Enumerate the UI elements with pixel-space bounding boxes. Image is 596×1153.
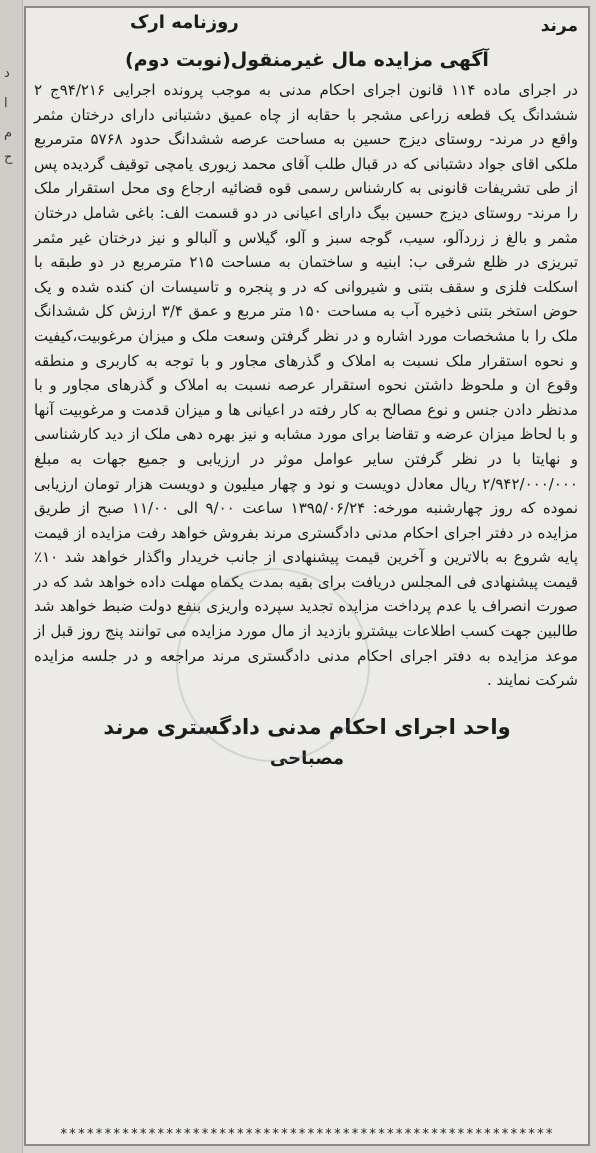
auction-notice (24, 6, 590, 1146)
strip-char: م (4, 126, 13, 141)
issuer-signature: واحد اجرای احکام مدنی دادگستری مرند (103, 714, 511, 739)
city-label: مرند (540, 16, 578, 36)
adjacent-column-strip (0, 0, 23, 1153)
body-paragraph: در اجرای ماده ۱۱۴ قانون اجرای احکام مدنی به موجب پرونده اجرایی ۹۴/۲۱۶ج ۲ ششدانگ یک قطعه زراعی مشجر با حقابه از چاه عمیق دشتبانی دارای درختان مثمر واقع در مرند- روستای دیزج حسین به مساحت عرصه ششدانگ حدود ۵۷۶۸ مترمربع ملکی اقای جواد دشتبانی که در قبال طلب آقای محمد زیوری یامچی توقیف گردیده پس از طی تشریفات قانونی به کارشناس رسمی قوه قضائیه ارجاع وی محل استقرار ملک را مرند- روستای دیزج حسین بیگ دارای اعیانی در دو قسمت الف: باغی شامل درختان مثمر و بالغ ز زردآلو، سیب، گوجه سبز و آلو، گیلاس و آلبالو و نیز درختان غیر مثمر تبریزی در ظلع شرقی ب: ابنیه و ساختمان به مساحت ۲۱۵ مترمربع در دو طبقه با اسکلت فلزی و سقف بتنی و شیروانی که در و پنجره و تاسیسات ان کنده شده و یک حوض استخر بتنی ذخیره آب به مساحت ۱۵۰ متر مربع و عمق ۳/۴ ارزش کل ششدانگ ملک را با مشخصات مورد اشاره و در نظر گرفتن وسعت ملک و میزان مرغوبیت،کیفیت و نحوه استقرار ملک نسبت به املاک و گذرهای مجاور و با توجه به کاربری و منطقه وقوع ان و ملحوظ داشتن نحوه استقرار عرصه نسبت به املاک و گذرهای مجاور و با مدنظر دادن جنس و نوع مصالح به کار رفته در اعیانی ها و میزان قدمت و مرغوبیت آنها و با لحاظ میزان عرضه و تقاضا برای مورد مشابه و نیز بهره دهی ملک از دید کارشناسی و نهایتا با در نظر گرفتن سایر عوامل موثر در ارزیابی و جمیع جهات به مبلغ ۲/۹۴۲/۰۰۰/۰۰۰ ریال معادل دویست و نود و چهار میلیون و دویست هزار تومان ارزیابی نموده که روز چهارشنبه مورخه: ۱۳۹۵/۰۶/۲۴ ساعت ۹/۰۰ الی ۱۱/۰۰ صبح از طریق مزایده در دفتر اجرای احکام مدنی دادگستری مرند بفروش خواهد رفت مزایده از قیمت پایه شروع به بالاترین و آخرین قیمت پیشنهادی از جانب خریدار واگذار خواهد شد ۱۰٪ قیمت پیشنهادی فی المجلس دریافت برای بقیه بمدت یکماه مهلت داده خواهد شد که در صورت انصراف یا عدم پرداخت مزایده تجدید سپرده واریزی بنفع دولت ضبط خواهد شد طالبین جهت کسب اطلاعات بیشترو بازدید از مال مورد مزایده می توانند پنج روز قبل از موعد مزایده به دفتر اجرای احکام مدنی دادگستری مرند مراجعه و در جلسه مزایده شرکت نمایند . (34, 81, 579, 690)
strip-char: ح (4, 150, 13, 165)
notice-header (26, 8, 588, 48)
newspaper-name: روزنامه ارک (130, 12, 239, 33)
notice-title: آگهی مزایده مال غیرمنقول(نوبت دوم) (125, 49, 489, 71)
notice-body (34, 78, 578, 693)
star-divider: ******************************************************** (59, 1127, 555, 1142)
signer-name: مصباحی (269, 747, 345, 769)
strip-char: د (4, 66, 10, 81)
strip-char: ا (4, 96, 8, 111)
